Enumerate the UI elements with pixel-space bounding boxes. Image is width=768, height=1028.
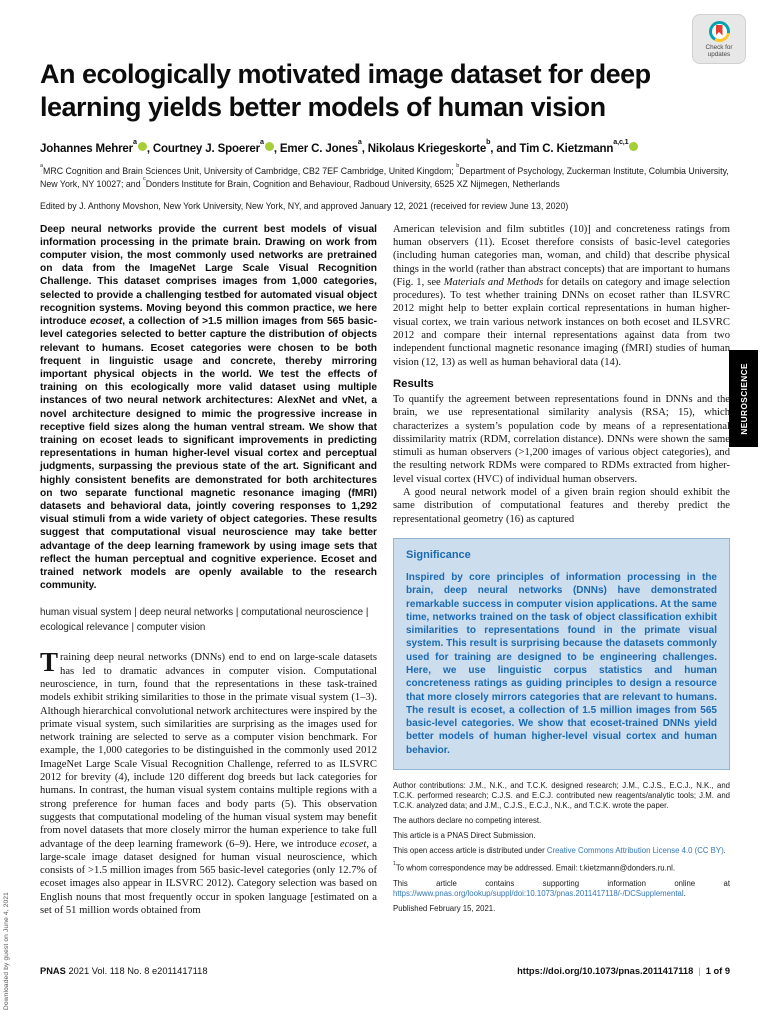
footnotes (393, 781, 730, 914)
license-statement: This open access article is distributed under Creative Commons Attribution License 4.0 (CC BY). (393, 846, 726, 856)
published-date: Published February 15, 2021. (393, 903, 496, 913)
author: Emer C. Jones$^a$, (279, 137, 368, 155)
page-footer (40, 966, 730, 976)
significance-body: Inspired by core principles of information processing in the brain, deep neural networks (DNNs) have demonstrated remarkable success in computer vision applications. At the same time, networks trained on the task of object classification exhibit similarities to representations found in the primate visual system. This result is surprising because the datasets commonly used for training are designed to be engineering challenges. Here, we use linguistic corpus statistics and human concreteness ratings as guiding principles to design a resource that more closely mirrors categories that are relevant to humans. The result is ecoset, a collection of 1.5 million images from 565 basic-level categories. We show that ecoset-trained DNNs yield better models of human higher-level visual cortex and human behavior. (406, 571, 717, 756)
author: Courtney J. Spoerer$^a$, (152, 137, 280, 155)
crossmark-icon (709, 21, 730, 42)
author-contributions: Author contributions: J.M., N.K., and T.C.K. designed research; J.M., C.J.S., E.C.J., N.K., and T.C.K. performed research; C.J.S. and E.C.J. contributed new reagents/analytic tools; J.M. and T.C.K. analyzed data; and J.M., C.J.S., E.C.J., N.K., and T.C.K. wrote the paper. (393, 781, 730, 811)
right-column (393, 223, 730, 919)
cc-by-license-link[interactable]: Creative Commons Attribution License 4.0 (CC BY) (546, 846, 724, 856)
author: Nikolaus Kriegeskorte$^b$, and (367, 137, 520, 155)
correspondence-note: $^1$To whom correspondence may be addressed. Email: t.kietzmann@donders.ru.nl. (393, 861, 676, 873)
check-for-updates-badge[interactable] (692, 14, 746, 64)
two-column-body (40, 223, 730, 919)
abstract: Deep neural networks provide the current best models of visual information processing in the primate brain. Drawing on work from computer vision, the most commonly used networks are pretrained on data from the ImageNet Large Scale Visual Recognition Challenge. This dataset comprises images from 1,000 categories, selected to provide a challenging testbed for automated visual object recognition systems. Moving beyond this common practice, we here introduce ecoset, a collection of >1.5 million images from 565 basic-level categories selected to better capture the distribution of objects relevant to humans. Ecoset categories were chosen to be both frequent in linguistic usage and concrete, thereby mirroring important physical objects in the world. We test the effects of training on this ecologically more valid dataset using multiple instances of two neural network architectures: AlexNet and vNet, a novel architecture designed to mimic the progressive increase in receptive field sizes along the human ventral stream. We show that training on ecoset leads to significant improvements in predicting representations in human higher-level visual cortex and perceptual judgments, surpassing the previous state of the art. Significant and highly consistent benefits are demonstrated for both architectures on two separate functional magnetic resonance imaging (fMRI) datasets and behavioral data, jointly covering responses to 1,292 visual stimuli from a wide variety of object categories. These results suggest that computational visual neuroscience may take better advantage of the deep learning framework by using image sets that reflect the human perceptual and cognitive experience. Ecoset and trained network models are openly available to the research community. (40, 223, 377, 592)
drop-cap: T (40, 647, 59, 678)
intro-continuation: American television and film subtitles (10)] and concreteness ratings from human observers (11). Ecoset therefore consists of basic-level categories (including human categories man, woman, and child) that describe physical things in the world (rather than abstract concepts) that are important to humans (Fig. 1, see Materials and Methods for details on category and image selection procedures). To test whether training DNNs on ecoset rather than ILSVRC 2012 might help to better explain cortical representations in human higher-visual cortex, we train various network instances on both ecoset and ILSVRC 2012 and compare their internal representations against data from two independent functional magnetic resonance imaging (fMRI) studies of human vision (12, 13) as well as human behavioral data (14). (393, 223, 730, 368)
results-heading: Results (393, 377, 434, 390)
results-paragraph-2: A good neural network model of a given brain region should exhibit the same distribution of computational features and thereby predict the representational geometry (16) as captured (393, 487, 730, 525)
page-number: 1 of 9 (705, 966, 730, 976)
orcid-icon[interactable] (138, 142, 147, 151)
supplemental-link[interactable]: https://www.pnas.org/lookup/suppl/doi:10.1073/pnas.2011417118/-/DCSupplemental (393, 888, 684, 898)
significance-box (393, 538, 730, 770)
results-paragraph-1: To quantify the agreement between representations found in DNNs and the brain, we use representational similarity analysis (RSA; 15), which characterizes a system’s population code by means of a representational dissimilarity matrix (RDM, correlation distance). DNNs were shown the same stimuli as human observers (>1,200 images of various object categories), and the resulting network RDMs were compared to RDMs extracted from higher-level visual cortex (HVC) of individual human observers. (393, 393, 730, 485)
edited-by-line: Edited by J. Anthony Movshon, New York University, New York, NY, and approved January 12, 2021 (received for review June 13, 2020) (40, 200, 569, 211)
badge-label: Check for updates (705, 43, 733, 58)
author: Johannes Mehrer$^a$, (40, 137, 153, 155)
keywords-line: human visual system | deep neural networks | computational neuroscience | ecological relevance | computer vision (40, 607, 369, 634)
author-line (40, 137, 730, 155)
orcid-icon[interactable] (629, 142, 638, 151)
significance-title: Significance (406, 548, 471, 561)
section-tab-neuroscience: NEUROSCIENCE (729, 350, 758, 447)
orcid-icon[interactable] (265, 142, 274, 151)
competing-interest-statement: The authors declare no competing interest. (393, 816, 542, 826)
page-title: An ecologically motivated image dataset for deep learning yields better models of human vision (40, 59, 651, 122)
footer-doi-page (517, 966, 730, 976)
footer-divider: | (698, 966, 701, 976)
affiliations: $^a$MRC Cognition and Brain Sciences Unit, University of Cambridge, CB2 7EF Cambridge, United Kingdom; $^b$Department of Psychology, Zuckerman Institute, Columbia University, New York, NY 10027; and $^c$Donders Institute for Brain, Cognition and Behaviour, Radboud University, 6525 XZ Nijmegen, Netherlands (40, 163, 729, 189)
download-watermark: Downloaded by guest on June 4, 2021 (3, 892, 10, 1010)
supporting-information-note: This article contains supporting information online at https://www.pnas.org/lookup/suppl/doi:10.1073/pnas.2011417118/-/DCSupplemental. (393, 878, 730, 898)
direct-submission-statement: This article is a PNAS Direct Submission. (393, 831, 536, 841)
footer-citation: PNAS 2021 Vol. 118 No. 8 e2011417118 (40, 966, 208, 976)
left-column (40, 223, 377, 919)
author: Tim C. Kietzmann$^{a,c,1}$ (519, 143, 638, 155)
intro-paragraph: Training deep neural networks (DNNs) end to end on large-scale datasets has led to dramatic advances in computer vision. Computational neuroscience, in turn, found that the representations in these task-trained models exhibit striking similarities to those in the primate visual system (1–3). Although hierarchical convolutional network architectures were inspired by the primate visual system, such similarities are surprising as the images used for network training are selected to serve as a computer vision benchmark. For example, the 1,000 categories to be distinguished in the commonly used 2012 ImageNet Large Scale Visual Recognition Challenge, referred to as ILSVRC 2012 for brevity (4), include 120 different dog breeds but lack categories for humans. In contrast, the human visual system contains multiple regions with a strong preference for human faces and body parts (5). This observation suggests that computational modeling of the human visual system may benefit from novel datasets that more closely mirror the human experience to take full advantage of the deep learning framework (6–9). Here, we introduce ecoset, a large-scale image dataset designed for human visual neuroscience, which consists of >1.5 million images from 565 basic-level categories (only 12.7% of ecoset images also appear in ILSVRC 2012). Category selection was based on English nouns that most frequently occur in spoken language [estimated on a set of 51 million words obtained from (40, 647, 377, 916)
doi-link[interactable]: https://doi.org/10.1073/pnas.2011417118 (517, 966, 694, 976)
